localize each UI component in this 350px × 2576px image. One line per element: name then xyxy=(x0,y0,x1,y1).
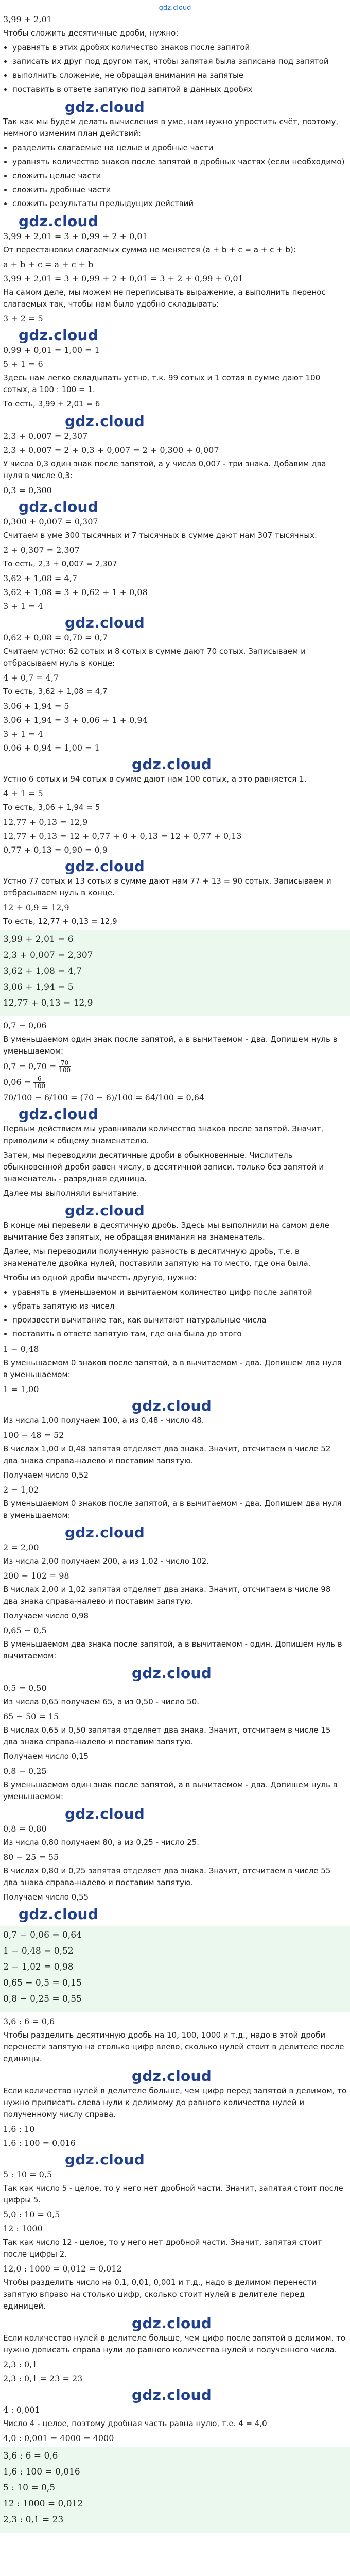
math-line: 3 + 2 = 5 xyxy=(3,314,43,324)
site-link[interactable]: gdz.cloud xyxy=(159,4,191,12)
paragraph: Далее мы выполняли вычитание. xyxy=(3,1189,139,1198)
paragraph: На самом деле, мы можем не переписывать выражение, а выполнить перенос слагаемых так, чтобы нам было удобно складывать: xyxy=(3,287,326,309)
denominator: 100 xyxy=(33,1082,46,1090)
math-line: 0,99 + 0,01 = 1,00 = 1 xyxy=(3,345,100,355)
bullet-list xyxy=(3,42,347,95)
paragraph: То есть, 3,06 + 1,94 = 5 xyxy=(3,803,100,812)
numerator: 70 xyxy=(59,1060,71,1067)
answer-line: 2 − 1,02 = 0,98 xyxy=(3,1962,74,1972)
watermark: gdz.cloud xyxy=(132,2067,212,2084)
list-item: • сложить результаты предыдущих действий xyxy=(12,198,347,210)
paragraph: Считаем в уме 300 тысячных и 7 тысячных в сумме дают нам 307 тысячных. xyxy=(3,531,317,540)
answer-line: 5 : 10 = 0,5 xyxy=(3,2483,56,2493)
paragraph: Затем, мы переводили десятичные дроби в обыкновенные. Числитель обыкновенной дроби равен числу, в десятичной записи, только без запятой и знаменатель - разрядная единица. xyxy=(3,1150,324,1183)
paragraph: В числах 0,80 и 0,25 запятая отделяет два знака. Значит, отсчитаем в числе 55 два знака справа-налево и поставим запятую. xyxy=(3,1866,331,1887)
math-line: 1 = 1,00 xyxy=(3,1384,39,1394)
math-line: 70/100 − 6/100 = (70 − 6)/100 = 64/100 = 0,64 xyxy=(3,1093,205,1103)
math-line: 3,99 + 2,01 xyxy=(3,14,52,24)
math-line: 3,62 + 1,08 = 3 + 0,62 + 1 + 0,08 xyxy=(3,587,148,597)
paragraph: Здесь нам легко складывать устно, т.к. 99 сотых и 1 сотая в сумме дают 100 сотых, а 100 : 100 = 1. xyxy=(3,373,321,394)
bullet-list xyxy=(3,1286,347,1340)
math-line: 3,06 + 1,94 = 5 xyxy=(3,701,69,711)
paragraph: В числах 2,00 и 1,02 запятая отделяет два знака. Значит, отсчитаем в числе 98 два знака справа-налево и поставим запятую. xyxy=(3,1585,331,1606)
paragraph: Получаем число 0,15 xyxy=(3,1752,89,1761)
paragraph: Первым действием мы уравнивали количество знаков после запятой. Значит, приводили к общему знаменателю. xyxy=(3,1124,324,1145)
watermark: gdz.cloud xyxy=(65,1524,145,1541)
watermark: gdz.cloud xyxy=(132,756,212,773)
math-line: a + b + c = a + c + b xyxy=(3,260,94,269)
paragraph: Число 4 - целое, поэтому дробная часть равна нулю, т.е. 4 = 4,0 xyxy=(3,2419,267,2428)
paragraph: В числах 0,65 и 0,50 запятая отделяет два знака. Значит, отсчитаем в числе 15 два знака справа-налево и поставим запятую. xyxy=(3,1725,331,1747)
math-line: 0,06 + 0,94 = 1,00 = 1 xyxy=(3,743,100,753)
math-line: 12,77 + 0,13 = 12 + 0,77 + 0 + 0,13 = 12 + 0,77 + 0,13 xyxy=(3,831,242,841)
math-line: 12,77 + 0,13 = 12,9 xyxy=(3,817,88,827)
math-line: 100 − 48 = 52 xyxy=(3,1430,64,1440)
paragraph: Считаем устно: 62 сотых и 8 сотых в сумме дают 70 сотых. Записываем и отбрасываем нуль в конце: xyxy=(3,647,306,668)
math-line: 0,8 − 0,25 xyxy=(3,1766,47,1776)
math-text: 0,06 = xyxy=(3,1077,34,1087)
list-item: • поставить в ответе запятую под запятой в данных дробях xyxy=(12,83,347,95)
math-line: 0,300 + 0,007 = 0,307 xyxy=(3,517,98,527)
paragraph: Устно 6 сотых и 94 сотых в сумме дают нам 100 сотых, а это равняется 1. xyxy=(3,774,307,784)
math-line: 1,6 : 100 = 0,016 xyxy=(3,2138,76,2148)
bullet-list xyxy=(3,142,347,210)
paragraph: Чтобы из одной дроби вычесть другую, нужно: xyxy=(3,1273,197,1282)
math-line: 4 : 0,001 xyxy=(3,2405,40,2415)
paragraph: Если количество нулей в делителе больше, чем цифр после запятой в делимом, то нужно дописать справа нули до равного количества нулей и полученного числа. xyxy=(3,2333,346,2354)
paragraph: В числах 1,00 и 0,48 запятая отделяет два знака. Значит, отсчитаем в числе 52 два знака справа-налево и поставим запятую. xyxy=(3,1444,331,1465)
paragraph: Из числа 0,65 получаем 65, а из 0,50 - число 50. xyxy=(3,1697,200,1706)
math-line: 12 : 1000 xyxy=(3,2224,43,2233)
math-line: 3 + 1 = 4 xyxy=(3,601,43,611)
watermark: gdz.cloud xyxy=(65,98,145,115)
math-line: 12 + 0,9 = 12,9 xyxy=(3,903,69,912)
paragraph: То есть, 12,77 + 0,13 = 12,9 xyxy=(3,917,117,926)
watermark: gdz.cloud xyxy=(65,1805,145,1822)
list-item: • поставить в ответе запятую там, где она была до этого xyxy=(12,1328,347,1340)
answer-box xyxy=(0,930,350,1016)
answer-box xyxy=(0,1926,350,2012)
paragraph: В уменьшаемом один знак после запятой, а в вычитаемом - два. Допишем нуль в уменьшаемом: xyxy=(3,1780,338,1801)
math-line: 2,3 : 0,1 = 23 = 23 xyxy=(3,2374,83,2383)
math-line: 4 + 0,7 = 4,7 xyxy=(3,673,59,683)
math-line: 0,3 = 0,300 xyxy=(3,485,52,495)
list-item: • убрать запятую из чисел xyxy=(12,1300,347,1312)
math-line: 0,65 − 0,5 xyxy=(3,1625,47,1635)
math-line: 12,0 : 1000 = 0,012 = 0,012 xyxy=(3,2264,122,2274)
math-line: 0,8 = 0,80 xyxy=(3,1824,47,1834)
paragraph: Так как мы будем делать вычисления в уме, нам нужно упростить счёт, поэтому, немного изменим план действий: xyxy=(3,117,339,138)
paragraph: То есть, 3,99 + 2,01 = 6 xyxy=(3,399,100,409)
math-line: 0,7 − 0,06 xyxy=(3,1021,47,1030)
math-line: 4 + 1 = 5 xyxy=(3,789,43,799)
paragraph: То есть, 3,62 + 1,08 = 4,7 xyxy=(3,687,108,696)
fraction xyxy=(33,1076,45,1090)
paragraph: Чтобы разделить десятичную дробь на 10, 100, 1000 и т.д., надо в этой дроби перенести запятую на столько цифр влево, сколько нулей стоит в делителе после единицы. xyxy=(3,2030,344,2063)
denominator: 100 xyxy=(59,1066,71,1074)
math-line: 1 − 0,48 xyxy=(3,1344,39,1354)
answer-line: 12,77 + 0,13 = 12,9 xyxy=(3,998,93,1008)
answer-line: 0,65 − 0,5 = 0,15 xyxy=(3,1978,82,1988)
watermark: gdz.cloud xyxy=(65,614,145,631)
math-line: 3,62 + 1,08 = 4,7 xyxy=(3,573,77,583)
paragraph: Получаем число 0,98 xyxy=(3,1611,89,1620)
paragraph: Далее, мы переводили полученную разность в десятичную дробь, т.е. в знаменателе двойка нулей, поставили запятую на то место, где она была. xyxy=(3,1247,311,1268)
answer-box xyxy=(0,2447,350,2533)
answer-line: 1,6 : 100 = 0,016 xyxy=(3,2467,80,2477)
answer-line: 3,99 + 2,01 = 6 xyxy=(3,934,74,944)
paragraph: Из числа 0,80 получаем 80, а из 0,25 - число 25. xyxy=(3,1838,200,1847)
math-line: 2,3 + 0,007 = 2,307 xyxy=(3,431,88,441)
paragraph: Если количество нулей в делителе больше, чем цифр перед запятой в делимом, то нужно приписать слева нули к делимому до равного количества нулей и полученному числу справа. xyxy=(3,2086,347,2119)
answer-line: 2,3 + 0,007 = 2,307 xyxy=(3,950,93,960)
math-line: 2 − 1,02 xyxy=(3,1485,39,1495)
list-item: • сложить дробные части xyxy=(12,184,347,196)
math-line: 3 + 1 = 4 xyxy=(3,729,43,739)
watermark: gdz.cloud xyxy=(132,2386,212,2403)
fraction-line xyxy=(3,1076,347,1090)
watermark: gdz.cloud xyxy=(19,1106,99,1123)
watermark: gdz.cloud xyxy=(132,1397,212,1414)
math-line: 3,99 + 2,01 = 3 + 0,99 + 2 + 0,01 = 3 + 2 + 0,99 + 0,01 xyxy=(3,274,243,283)
paragraph: В уменьшаемом 0 знаков после запятой, а в вычитаемом - два. Допишем два нуля в уменьшаемом: xyxy=(3,1499,342,1520)
watermark: gdz.cloud xyxy=(65,1202,145,1219)
paragraph: Из числа 1,00 получаем 100, а из 0,48 - число 48. xyxy=(3,1416,204,1425)
paragraph: В уменьшаемом один знак после запятой, а в вычитаемом - два. Допишем нуль в уменьшаемом: xyxy=(3,1035,338,1056)
answer-line: 3,62 + 1,08 = 4,7 xyxy=(3,966,82,976)
answer-line: 3,06 + 1,94 = 5 xyxy=(3,982,74,992)
fraction xyxy=(59,1060,71,1074)
paragraph: У числа 0,3 один знак после запятой, а у числа 0,007 - три знака. Добавим два нуля в числе 0,3: xyxy=(3,459,326,480)
watermark: gdz.cloud xyxy=(132,1665,212,1682)
answer-line: 3,6 : 6 = 0,6 xyxy=(3,2451,58,2461)
math-line: 5 + 1 = 6 xyxy=(3,359,43,369)
paragraph: В уменьшаемом два знака после запятой, а в вычитаемом - один. Допишем нуль в вычитаемом: xyxy=(3,1639,342,1660)
list-item: • уравнять количество знаков после запятой в дробных частях (если необходимо) xyxy=(12,156,347,168)
math-line: 80 − 25 = 55 xyxy=(3,1852,59,1862)
paragraph: То есть, 2,3 + 0,007 = 2,307 xyxy=(3,559,117,568)
watermark: gdz.cloud xyxy=(19,213,99,230)
watermark: gdz.cloud xyxy=(19,1906,99,1923)
math-line: 5,0 : 10 = 0,5 xyxy=(3,2210,60,2219)
watermark: gdz.cloud xyxy=(65,2151,145,2168)
watermark: gdz.cloud xyxy=(132,2315,212,2332)
watermark: gdz.cloud xyxy=(65,858,145,875)
watermark: gdz.cloud xyxy=(65,413,145,430)
math-line: 3,6 : 6 = 0,6 xyxy=(3,2016,55,2026)
paragraph: В уменьшаемом 0 знаков после запятой, а в вычитаемом - два. Допишем два нуля в уменьшаемом: xyxy=(3,1358,342,1379)
answer-line: 0,8 − 0,25 = 0,55 xyxy=(3,1994,82,2004)
paragraph: В конце мы перевели в десятичную дробь. Здесь мы выполнили на самом деле вычитание без запятых, не обращая внимания на знаменатель. xyxy=(3,1221,329,1242)
math-line: 3,06 + 1,94 = 3 + 0,06 + 1 + 0,94 xyxy=(3,715,148,725)
paragraph: Чтобы разделить число на 0,1, 0,01, 0,001 и т.д., надо в делимом перенести запятую вправо на столько цифр, сколько стоит нулей в делителе перед единицей. xyxy=(3,2278,317,2311)
fraction-line xyxy=(3,1060,347,1074)
answer-line: 0,7 − 0,06 = 0,64 xyxy=(3,1930,82,1940)
paragraph: Устно 77 сотых и 13 сотых в сумме дают нам 77 + 13 = 90 сотых. Записываем и отбрасываем нуль в конце. xyxy=(3,876,331,897)
list-item: • записать их друг под другом так, чтобы запятая была записана под запятой xyxy=(12,56,347,67)
math-line: 200 − 102 = 98 xyxy=(3,1571,69,1581)
math-line: 0,62 + 0,08 = 0,70 = 0,7 xyxy=(3,633,108,642)
math-line: 2,3 + 0,007 = 2 + 0,3 + 0,007 = 2 + 0,300 + 0,007 xyxy=(3,445,219,455)
list-item: • уравнять в этих дробях количество знаков после запятой xyxy=(12,42,347,54)
answer-line: 2,3 : 0,1 = 23 xyxy=(3,2515,64,2525)
list-item: • разделить слагаемые на целые и дробные части xyxy=(12,142,347,154)
paragraph: Получаем число 0,52 xyxy=(3,1470,89,1480)
paragraph: Чтобы сложить десятичные дроби, нужно: xyxy=(3,28,179,38)
list-item: • сложить целые части xyxy=(12,170,347,182)
list-item: • произвести вычитание так, как вычитают натуральные числа xyxy=(12,1314,347,1326)
math-line: 65 − 50 = 15 xyxy=(3,1711,59,1721)
math-line: 0,77 + 0,13 = 0,90 = 0,9 xyxy=(3,845,108,855)
math-line: 1,6 : 10 xyxy=(3,2124,35,2134)
math-line: 2 = 2,00 xyxy=(3,1543,39,1552)
paragraph: Из числа 2,00 получаем 200, а из 1,02 - число 102. xyxy=(3,1556,209,1566)
watermark: gdz.cloud xyxy=(19,327,99,344)
math-text: 0,7 = 0,70 = xyxy=(3,1061,59,1071)
solution-content xyxy=(3,13,347,2533)
math-line: 4,0 : 0,001 = 4000 = 4000 xyxy=(3,2433,114,2443)
math-line: 5 : 10 = 0,5 xyxy=(3,2170,52,2179)
paragraph: Так как число 12 - целое, то у него нет дробной части. Значит, запятая стоит после цифры 2. xyxy=(3,2238,322,2259)
paragraph: Так как число 5 - целое, то у него нет дробной части. Значит, запятая стоит после цифры 5. xyxy=(3,2183,343,2205)
paragraph: Получаем число 0,55 xyxy=(3,1892,89,1902)
list-item: • выполнить сложение, не обращая внимания на запятые xyxy=(12,70,347,81)
math-line: 2 + 0,307 = 2,307 xyxy=(3,545,80,555)
paragraph: От перестановки слагаемых сумма не меняется (a + b + c = a + c + b): xyxy=(3,245,296,255)
math-line: 3,99 + 2,01 = 3 + 0,99 + 2 + 0,01 xyxy=(3,231,148,241)
watermark: gdz.cloud xyxy=(19,498,99,515)
math-line: 2,3 : 0,1 xyxy=(3,2360,38,2369)
math-line: 0,5 = 0,50 xyxy=(3,1683,47,1693)
answer-line: 1 − 0,48 = 0,52 xyxy=(3,1946,74,1956)
answer-line: 12 : 1000 = 0,012 xyxy=(3,2499,83,2509)
numerator: 6 xyxy=(33,1076,45,1083)
list-item: • уравнять в уменьшаемом и вычитаемом количество цифр после запятой xyxy=(12,1286,347,1298)
